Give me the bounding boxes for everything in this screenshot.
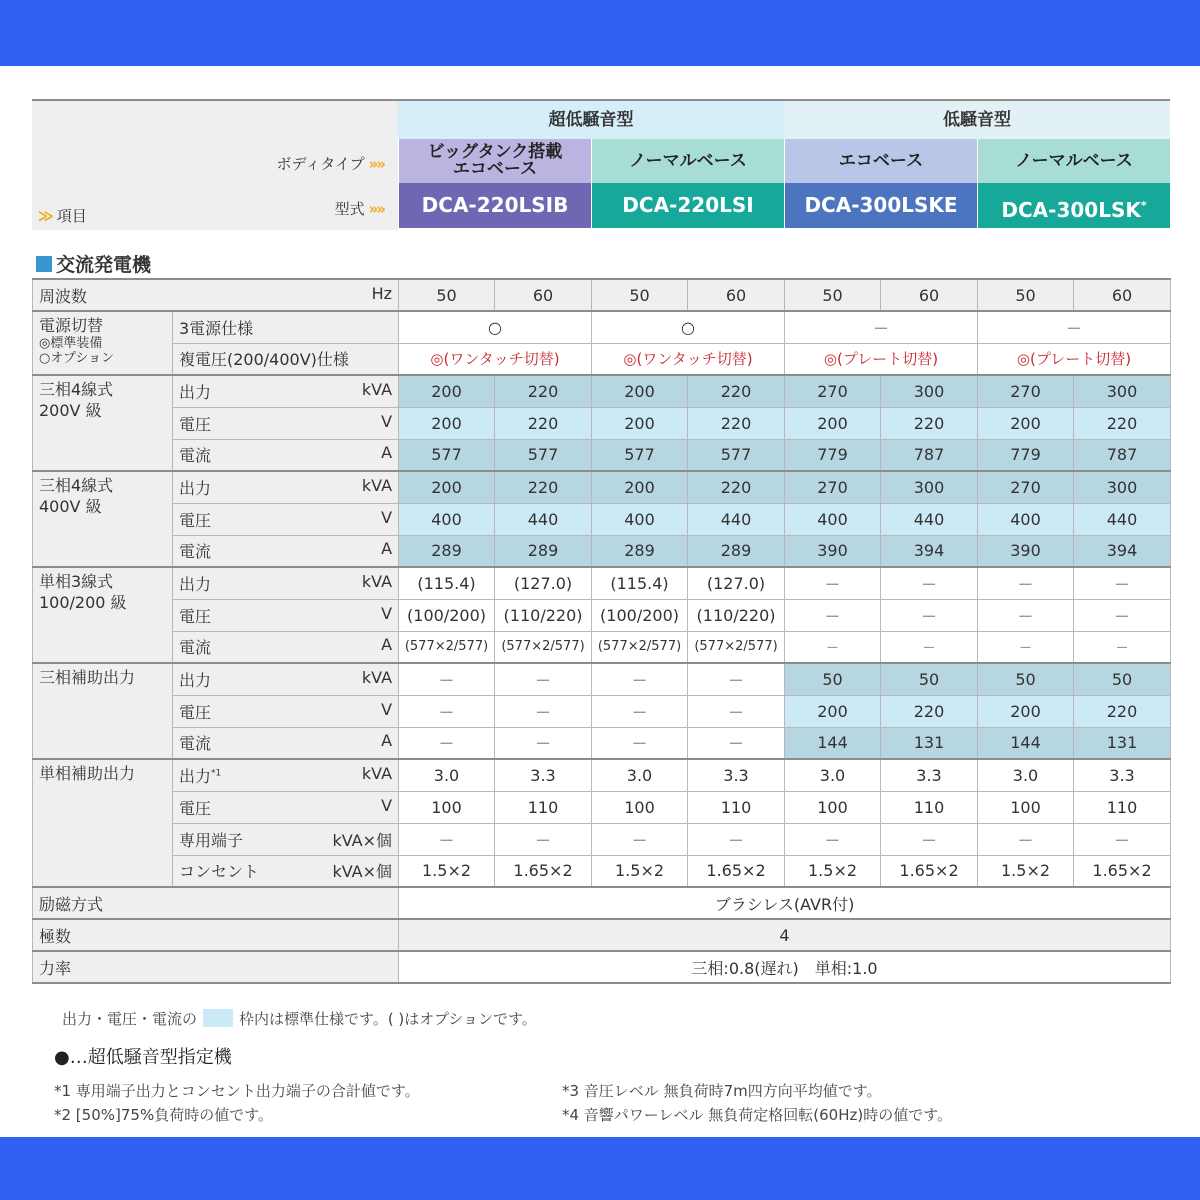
value-cell: － — [881, 567, 978, 599]
value-cell: 270 — [978, 375, 1074, 407]
value-cell: 220 — [881, 695, 978, 727]
frequency-cell: 50 — [785, 279, 881, 311]
table-row — [33, 759, 1171, 791]
group-label-line: 三相4線式 — [39, 476, 114, 495]
poles-label: 極数 — [33, 919, 399, 951]
excitation-value: ブラシレス(AVR付) — [399, 887, 1171, 919]
row-unit: A — [381, 539, 393, 559]
table-row — [33, 791, 1171, 823]
spec-table — [32, 278, 1171, 984]
row-label-text: 出力 — [179, 382, 212, 402]
excitation-label: 励磁方式 — [33, 887, 399, 919]
row-label-text: 専用端子 — [179, 830, 244, 850]
value-cell: 100 — [399, 791, 495, 823]
row-label — [173, 631, 399, 663]
model-name: DCA-300LSKE — [804, 193, 958, 217]
power-switch-label — [33, 311, 173, 375]
value-cell: 300 — [1074, 375, 1171, 407]
value-cell: 220 — [495, 375, 592, 407]
ultra-low-noise-mark-note: ●…超低騒音型指定機 — [54, 1047, 232, 1068]
value-cell: (577×2/577) — [592, 631, 688, 663]
body-type-line: ビッグタンク搭載 — [427, 142, 563, 162]
frequency-cell: 50 — [592, 279, 688, 311]
value-cell: (115.4) — [399, 567, 495, 599]
row-label — [173, 791, 399, 823]
value-cell: 3.3 — [1074, 759, 1171, 791]
value-cell: 220 — [881, 407, 978, 439]
value-cell: － — [495, 823, 592, 855]
body-type-line: ノーマルベース — [629, 150, 747, 171]
table-row — [33, 823, 1171, 855]
table-row — [33, 279, 1171, 311]
bottom-banner — [0, 1137, 1200, 1200]
three-source-value: ○ — [399, 311, 592, 343]
row-unit: A — [381, 731, 393, 751]
value-cell: 270 — [978, 471, 1074, 503]
model-name-cell — [398, 183, 591, 228]
model-name: DCA-220LSIB — [421, 193, 569, 217]
table-row — [33, 407, 1171, 439]
row-label-text: 電流 — [179, 446, 212, 466]
value-cell: 300 — [1074, 471, 1171, 503]
value-cell: 577 — [399, 439, 495, 471]
value-cell: 1.5×2 — [978, 855, 1074, 887]
value-cell: 440 — [1074, 503, 1171, 535]
frequency-cell: 60 — [688, 279, 785, 311]
value-cell: － — [1074, 567, 1171, 599]
table-row — [33, 631, 1171, 663]
row-label-text: 出力 — [179, 478, 212, 498]
table-row — [33, 695, 1171, 727]
value-cell: － — [495, 663, 592, 695]
frequency-cell: 50 — [978, 279, 1074, 311]
value-cell: 100 — [785, 791, 881, 823]
value-cell: 1.65×2 — [881, 855, 978, 887]
row-label-text: 出力 — [179, 766, 212, 786]
row-label-text: コンセント — [179, 862, 260, 882]
value-cell: － — [592, 727, 688, 759]
header-labels — [32, 99, 398, 230]
value-cell: 400 — [978, 503, 1074, 535]
value-cell: 577 — [495, 439, 592, 471]
value-cell: 220 — [495, 407, 592, 439]
value-cell: 3.0 — [785, 759, 881, 791]
multi-voltage-value: ◎(ワンタッチ切替) — [399, 343, 592, 375]
row-label — [173, 759, 399, 791]
value-cell: － — [592, 695, 688, 727]
legend-standard: ◎標準装備 — [39, 336, 103, 351]
value-cell: 1.5×2 — [592, 855, 688, 887]
table-header — [32, 96, 1170, 230]
value-cell: 440 — [688, 503, 785, 535]
three-source-value: － — [785, 311, 978, 343]
frequency-cell: 50 — [399, 279, 495, 311]
legend-option: ○オプション — [39, 351, 115, 366]
value-cell: 779 — [785, 439, 881, 471]
value-cell: － — [1074, 599, 1171, 631]
value-cell: 110 — [688, 791, 785, 823]
value-cell: 110 — [495, 791, 592, 823]
value-cell: － — [495, 695, 592, 727]
row-unit: A — [381, 635, 393, 655]
value-cell: － — [688, 663, 785, 695]
frequency-cell: 60 — [881, 279, 978, 311]
value-cell: 1.5×2 — [399, 855, 495, 887]
value-cell: 3.3 — [495, 759, 592, 791]
body-type-text: ボディタイプ — [276, 155, 365, 173]
value-cell: (110/220) — [688, 599, 785, 631]
table-row — [33, 567, 1171, 599]
value-cell: － — [785, 567, 881, 599]
row-unit: V — [381, 699, 393, 719]
row-unit: kVA — [361, 667, 393, 687]
value-cell: 200 — [399, 471, 495, 503]
square-bullet-icon — [36, 256, 52, 272]
value-cell: 220 — [688, 375, 785, 407]
value-cell: 200 — [785, 695, 881, 727]
multi-voltage-label: 複電圧(200/400V)仕様 — [173, 343, 399, 375]
value-cell: － — [1074, 823, 1171, 855]
group-low-noise: 低騒音型 — [784, 99, 1170, 139]
value-cell: 220 — [688, 407, 785, 439]
value-cell: 270 — [785, 471, 881, 503]
value-cell: － — [978, 631, 1074, 663]
body-type-cell — [398, 139, 591, 183]
spec-sheet — [32, 96, 1170, 978]
value-cell: 50 — [1074, 663, 1171, 695]
value-cell: 289 — [399, 535, 495, 567]
standard-color-swatch — [203, 1009, 233, 1027]
section-title-text: 交流発電機 — [56, 254, 152, 276]
row-unit: kVA — [361, 475, 393, 495]
value-cell: － — [688, 823, 785, 855]
footnote-2: *2 [50%]75%負荷時の値です。 — [54, 1106, 273, 1124]
value-cell: 779 — [978, 439, 1074, 471]
row-label — [173, 567, 399, 599]
value-cell: 100 — [592, 791, 688, 823]
value-cell: 3.0 — [399, 759, 495, 791]
value-cell: 289 — [495, 535, 592, 567]
power-switch-title: 電源切替 — [39, 316, 104, 335]
value-cell: － — [978, 567, 1074, 599]
value-cell: － — [592, 823, 688, 855]
row-label — [173, 599, 399, 631]
row-unit: V — [381, 411, 393, 431]
row-label — [173, 439, 399, 471]
value-cell: (577×2/577) — [399, 631, 495, 663]
table-row — [33, 439, 1171, 471]
value-cell: (127.0) — [688, 567, 785, 599]
row-unit: kVA — [361, 379, 393, 399]
value-cell: 220 — [1074, 407, 1171, 439]
row-unit: V — [381, 603, 393, 623]
value-cell: － — [881, 823, 978, 855]
value-cell: 200 — [978, 695, 1074, 727]
row-label-text: 電圧 — [179, 798, 212, 818]
row-label-text: 出力 — [179, 670, 212, 690]
value-cell: 440 — [881, 503, 978, 535]
value-cell: － — [495, 727, 592, 759]
model-name-cell — [591, 183, 784, 228]
value-cell: － — [881, 631, 978, 663]
body-type-text — [428, 144, 563, 178]
value-cell: 3.3 — [688, 759, 785, 791]
value-cell: (577×2/577) — [688, 631, 785, 663]
value-cell: － — [978, 823, 1074, 855]
row-label — [173, 535, 399, 567]
table-row — [33, 919, 1171, 951]
row-label — [173, 663, 399, 695]
body-type-cell — [784, 139, 977, 183]
table-row — [33, 951, 1171, 983]
frequency-cell: 60 — [1074, 279, 1171, 311]
body-type-label — [277, 153, 384, 174]
value-cell: 200 — [592, 375, 688, 407]
row-label — [173, 695, 399, 727]
frequency-unit: Hz — [371, 283, 393, 303]
value-cell: 110 — [881, 791, 978, 823]
three-source-value: － — [978, 311, 1171, 343]
value-cell: － — [785, 823, 881, 855]
arrow-icon: »» — [368, 155, 384, 173]
arrow-icon: »» — [368, 200, 384, 218]
table-row — [33, 727, 1171, 759]
model-name-cell — [977, 183, 1170, 228]
table-row — [33, 887, 1171, 919]
row-label — [173, 375, 399, 407]
body-type-text — [1015, 150, 1133, 171]
value-cell: (100/200) — [399, 599, 495, 631]
three-source-value: ○ — [592, 311, 785, 343]
group-label-line: 三相4線式 — [39, 380, 114, 399]
group-label — [33, 567, 173, 663]
table-row — [33, 503, 1171, 535]
value-cell: 400 — [399, 503, 495, 535]
value-cell: － — [881, 599, 978, 631]
value-cell: 50 — [978, 663, 1074, 695]
group-label-line: 100/200 級 — [39, 593, 127, 612]
body-type-line: エコベース — [838, 150, 924, 171]
value-cell: 300 — [881, 375, 978, 407]
row-label — [173, 727, 399, 759]
table-row — [33, 311, 1171, 343]
group-label-line: 400V 級 — [39, 497, 102, 516]
row-unit: A — [381, 443, 393, 463]
row-label-text: 電流 — [179, 542, 212, 562]
value-cell: 220 — [495, 471, 592, 503]
value-cell: － — [399, 663, 495, 695]
row-label-text: 電圧 — [179, 606, 212, 626]
value-cell: 1.65×2 — [1074, 855, 1171, 887]
value-cell: 144 — [785, 727, 881, 759]
footnote-3: *3 音圧レベル 無負荷時7m四方向平均値です。 — [562, 1082, 882, 1100]
value-cell: 289 — [592, 535, 688, 567]
power-factor-label: 力率 — [33, 951, 399, 983]
value-cell: － — [399, 727, 495, 759]
value-cell: 394 — [1074, 535, 1171, 567]
value-cell: 131 — [1074, 727, 1171, 759]
table-row — [33, 535, 1171, 567]
power-factor-value: 三相:0.8(遅れ) 単相:1.0 — [399, 951, 1171, 983]
multi-voltage-value: ◎(プレート切替) — [978, 343, 1171, 375]
value-cell: － — [688, 727, 785, 759]
row-label — [173, 855, 399, 887]
value-cell: (100/200) — [592, 599, 688, 631]
value-cell: 400 — [785, 503, 881, 535]
value-cell: 3.0 — [978, 759, 1074, 791]
row-label-text: 電流 — [179, 638, 212, 658]
value-cell: 1.65×2 — [688, 855, 785, 887]
value-cell: 3.0 — [592, 759, 688, 791]
item-text: 項目 — [56, 207, 87, 225]
value-cell: － — [978, 599, 1074, 631]
value-cell: 3.3 — [881, 759, 978, 791]
body-type-text — [629, 150, 747, 171]
standard-spec-note — [62, 1008, 537, 1029]
value-cell: 110 — [1074, 791, 1171, 823]
chevron-down-icon: ≫ — [38, 207, 54, 225]
model-name: DCA-300LSK — [1001, 198, 1141, 222]
group-label — [33, 759, 173, 887]
value-cell: (127.0) — [495, 567, 592, 599]
item-label — [38, 205, 87, 226]
model-text: 型式 — [334, 200, 365, 218]
note-text: 出力・電圧・電流の — [62, 1010, 198, 1028]
model-name: DCA-220LSI — [622, 193, 754, 217]
frequency-label-text: 周波数 — [39, 286, 88, 306]
table-row — [33, 599, 1171, 631]
table-row — [33, 375, 1171, 407]
section-title — [36, 250, 151, 277]
value-cell: 1.65×2 — [495, 855, 592, 887]
value-cell: － — [688, 695, 785, 727]
value-cell: 200 — [592, 407, 688, 439]
multi-voltage-value: ◎(ワンタッチ切替) — [592, 343, 785, 375]
value-cell: 270 — [785, 375, 881, 407]
top-banner — [0, 0, 1200, 66]
value-cell: 787 — [881, 439, 978, 471]
body-type-line: エコベース — [452, 159, 538, 179]
value-cell: (115.4) — [592, 567, 688, 599]
footnote-ref: *1 — [211, 768, 222, 779]
row-unit: V — [381, 507, 393, 527]
value-cell: 300 — [881, 471, 978, 503]
model-asterisk: * — [1140, 199, 1147, 212]
frequency-label — [33, 279, 399, 311]
value-cell: － — [1074, 631, 1171, 663]
footnote-1: *1 専用端子出力とコンセント出力端子の合計値です。 — [54, 1082, 420, 1100]
value-cell: 289 — [688, 535, 785, 567]
row-label-text: 電圧 — [179, 702, 212, 722]
footnote-4: *4 音響パワーレベル 無負荷定格回転(60Hz)時の値です。 — [562, 1106, 953, 1124]
value-cell: 50 — [881, 663, 978, 695]
value-cell: 144 — [978, 727, 1074, 759]
body-type-text — [838, 150, 924, 171]
value-cell: 394 — [881, 535, 978, 567]
row-label-text: 電圧 — [179, 510, 212, 530]
value-cell: － — [592, 663, 688, 695]
row-label — [173, 503, 399, 535]
value-cell: 200 — [592, 471, 688, 503]
value-cell: － — [399, 695, 495, 727]
three-source-label: 3電源仕様 — [173, 311, 399, 343]
body-type-cell — [591, 139, 784, 183]
value-cell: 390 — [785, 535, 881, 567]
group-label-line: 三相補助出力 — [39, 668, 136, 687]
row-label-text: 出力 — [179, 574, 212, 594]
body-type-cell — [977, 139, 1170, 183]
value-cell: 200 — [399, 375, 495, 407]
value-cell: 787 — [1074, 439, 1171, 471]
row-label-text: 電圧 — [179, 414, 212, 434]
table-row — [33, 663, 1171, 695]
value-cell: － — [399, 823, 495, 855]
value-cell: 200 — [399, 407, 495, 439]
value-cell: 220 — [1074, 695, 1171, 727]
value-cell: (577×2/577) — [495, 631, 592, 663]
value-cell: 100 — [978, 791, 1074, 823]
row-label — [173, 407, 399, 439]
group-label-line: 単相3線式 — [39, 572, 114, 591]
frequency-cell: 60 — [495, 279, 592, 311]
row-unit: kVA×個 — [332, 830, 393, 850]
row-unit: kVA — [361, 763, 393, 783]
value-cell: 131 — [881, 727, 978, 759]
value-cell: (110/220) — [495, 599, 592, 631]
value-cell: 577 — [688, 439, 785, 471]
row-label-text: 電流 — [179, 734, 212, 754]
value-cell: 50 — [785, 663, 881, 695]
group-label-line: 単相補助出力 — [39, 764, 136, 783]
value-cell: 220 — [688, 471, 785, 503]
body-type-line: ノーマルベース — [1015, 150, 1133, 171]
table-row — [33, 471, 1171, 503]
row-label — [173, 471, 399, 503]
row-unit: kVA×個 — [332, 862, 393, 882]
group-label-line: 200V 級 — [39, 401, 102, 420]
value-cell: 390 — [978, 535, 1074, 567]
model-label — [335, 198, 384, 219]
value-cell: 1.5×2 — [785, 855, 881, 887]
value-cell: 200 — [978, 407, 1074, 439]
row-label — [173, 823, 399, 855]
table-row — [33, 343, 1171, 375]
value-cell: 200 — [785, 407, 881, 439]
poles-value: 4 — [399, 919, 1171, 951]
group-label — [33, 471, 173, 567]
value-cell: 577 — [592, 439, 688, 471]
model-name-cell — [784, 183, 977, 228]
value-cell: － — [785, 599, 881, 631]
row-unit: kVA — [361, 571, 393, 591]
group-label — [33, 375, 173, 471]
group-label — [33, 663, 173, 759]
table-row — [33, 855, 1171, 887]
multi-voltage-value: ◎(プレート切替) — [785, 343, 978, 375]
group-ultra-low-noise: 超低騒音型 — [398, 99, 784, 139]
value-cell: － — [785, 631, 881, 663]
value-cell: 440 — [495, 503, 592, 535]
value-cell: 400 — [592, 503, 688, 535]
note-text: 枠内は標準仕様です。( )はオプションです。 — [239, 1010, 537, 1028]
row-unit: V — [381, 795, 393, 815]
